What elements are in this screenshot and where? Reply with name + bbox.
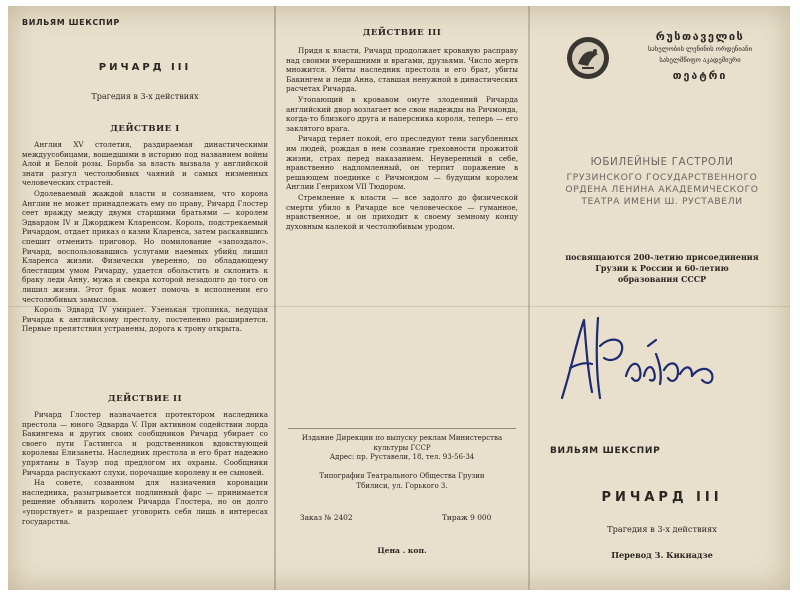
act3-heading: ДЕЙСТВИЕ III — [362, 28, 442, 38]
act2-heading-wrap — [22, 394, 268, 404]
play-subtitle: Трагедия в 3-х действиях — [607, 524, 717, 534]
paragraph: Стремление к власти — все задолго до физической смерти убило в Ричарде все человеческое — гуманное, нравственное, и он приходит к своему земному концу духовным калекой и честолюбивым уродом. — [286, 192, 518, 231]
georgian-line: რუსთაველის — [655, 30, 745, 43]
dedication-line: Грузии к России и 60-летию — [595, 263, 729, 273]
act1-heading-wrap — [22, 124, 268, 134]
theatre-name-georgian — [620, 30, 780, 82]
act3-synopsis — [286, 46, 518, 232]
play-subtitle: Трагедия в 3-х действиях — [91, 92, 199, 101]
translator-credit: Перевод З. Кикнадзе — [611, 550, 713, 560]
author-name: ВИЛЬЯМ ШЕКСПИР — [22, 18, 120, 27]
act1-synopsis — [22, 140, 268, 335]
tour-line: ГРУЗИНСКОГО ГОСУДАРСТВЕННОГО — [566, 172, 758, 183]
tour-line: ТЕАТРА ИМЕНИ Ш. РУСТАВЕЛИ — [581, 196, 743, 207]
tour-theatre-name — [542, 172, 782, 208]
georgian-line: სახელობის ლენინის ორდენიანი — [647, 45, 753, 53]
imprint-line: Типография Театрального Общества Грузии — [319, 472, 485, 481]
imprint-line: Издание Дирекции по выпуску реклам Министерства — [301, 434, 503, 442]
imprint-line: культуры ГССР — [373, 443, 431, 452]
play-title: РИЧАРД III — [601, 490, 723, 505]
georgian-line: სახელმწიფო აკადემიური — [659, 55, 741, 64]
imprint-line: Адрес: пр. Руставели, 18, тел. 93-56-34 — [329, 453, 475, 462]
paragraph: Утопающий в кровавом омуте злодеяний Ричарда английский двор возлагает все свои надежды на Ричмонда, когда-то близкого друга и наперсника короля, теперь — его заклятого врага. — [286, 94, 518, 133]
paragraph: Король Эдвард IV умирает. Узенькая тропинка, ведущая Ричарда к английскому престолу, постепенно расширяется. Первые препятствия устранены, дорога к трону открыта. — [22, 305, 268, 334]
tour-title: ЮБИЛЕЙНЫЕ ГАСТРОЛИ — [590, 156, 734, 168]
imprint-line: Тбилиси, ул. Горького 3. — [356, 481, 448, 490]
handwritten-signature — [552, 306, 752, 416]
dedication — [542, 252, 782, 285]
georgian-line: თეატრი — [672, 70, 728, 83]
theatre-emblem-icon — [564, 34, 612, 82]
divider — [288, 428, 516, 429]
panel-middle — [286, 6, 518, 590]
price: Цена . коп. — [377, 546, 427, 555]
dedication-line: образования СССР — [617, 274, 707, 284]
order-number: Заказ № 2402 — [300, 513, 353, 522]
imprint-line — [286, 463, 518, 473]
paragraph: Одолеваемый жаждой власти и сознанием, что корона Англии не может принадлежать ему по праву, Ричард Глостер сеет вражду между двумя старшими братьями — королем Эдвардом IV и Джорджем Кларенсом. Король, подстрекаемый Ричардом, отдает приказ о казни Кларенса, затем раскаявшись спешит отменить приговор. Но помилование «запоздало». Ричард, воспользовавшись услугами наемных убийц лишил Кларенса жизни. Физически уверенно, по обладающему блестящим умом Ричарду, удается обольстить и склонить к браку леди Анну, мужа и свекра которой незадолго до того он лишил жизни. Этот брак может помочь в исполнении его честолюбивых замыслов. — [22, 188, 268, 304]
fold-line — [528, 6, 530, 590]
print-run: Тираж 9 000 — [442, 513, 492, 522]
dedication-line: посвящаются 200-летию присоединения — [565, 252, 759, 262]
act2-synopsis — [22, 410, 268, 527]
paragraph: Англия XV столетия, раздираемая династическими междуусобицами, вошедшими в историю под названием войны Алой и Белой розы. Борьба за власть вызвала у английской знати разгул честолюбивых чаяний и самых низменных человеческих страстей. — [22, 140, 268, 188]
act2-heading: ДЕЙСТВИЕ II — [107, 394, 182, 404]
playbill-sheet — [8, 6, 790, 590]
play-title: РИЧАРД III — [98, 62, 192, 73]
paragraph: Ричард Глостер назначается протектором наследника престола — юного Эдварда V. При активном содействии лорда Бакингема и других своих сообщников Ричард убирает со своего пути Гастингса и родственников вдовствующей королевы Елизаветы. Наследник престола и его брат надежно упрятаны в Тауэр под предлогом их охраны. Сообщники Ричарда распускают слухи, порочащие королеву и ее сыновей. — [22, 410, 268, 477]
panel-right — [542, 6, 782, 590]
act3-heading-wrap — [286, 28, 518, 38]
paragraph: На совете, созванном для назначения коронации наследника, разыгрывается подлинный фарс — принимается решение объявить королем Ричарда Глостера, но он долго «упорствует» и разрешает уговорить себя лишь в интересах государства. — [22, 478, 268, 526]
act1-heading: ДЕЙСТВИЕ I — [110, 124, 180, 134]
fold-line — [274, 6, 276, 590]
paragraph: Придя к власти, Ричард продолжает кровавую расправу над своими вчерашними и врагами, друзьями. Число жертв множится. Убиты наследник престола и его брат, убиты Бакингем и леди Анна, ставшая ненужной в династических расчетах Ричарда. — [286, 46, 518, 94]
panel-left — [22, 6, 268, 590]
tour-line: ОРДЕНА ЛЕНИНА АКАДЕМИЧЕСКОГО — [565, 184, 759, 195]
paragraph: Ричард теряет покой, его преследуют тени загубленных им людей, рождая в нем сознание греховности прожитой жизни, страх перед наказанием. Неуверенный в себе, нравственно надломленный, он терпит поражение в решающем поединке с Ричмондом — будущим королем Англии Генрихом VII Тюдором. — [286, 134, 518, 192]
author-name: ВИЛЬЯМ ШЕКСПИР — [550, 446, 661, 456]
imprint — [286, 434, 518, 492]
